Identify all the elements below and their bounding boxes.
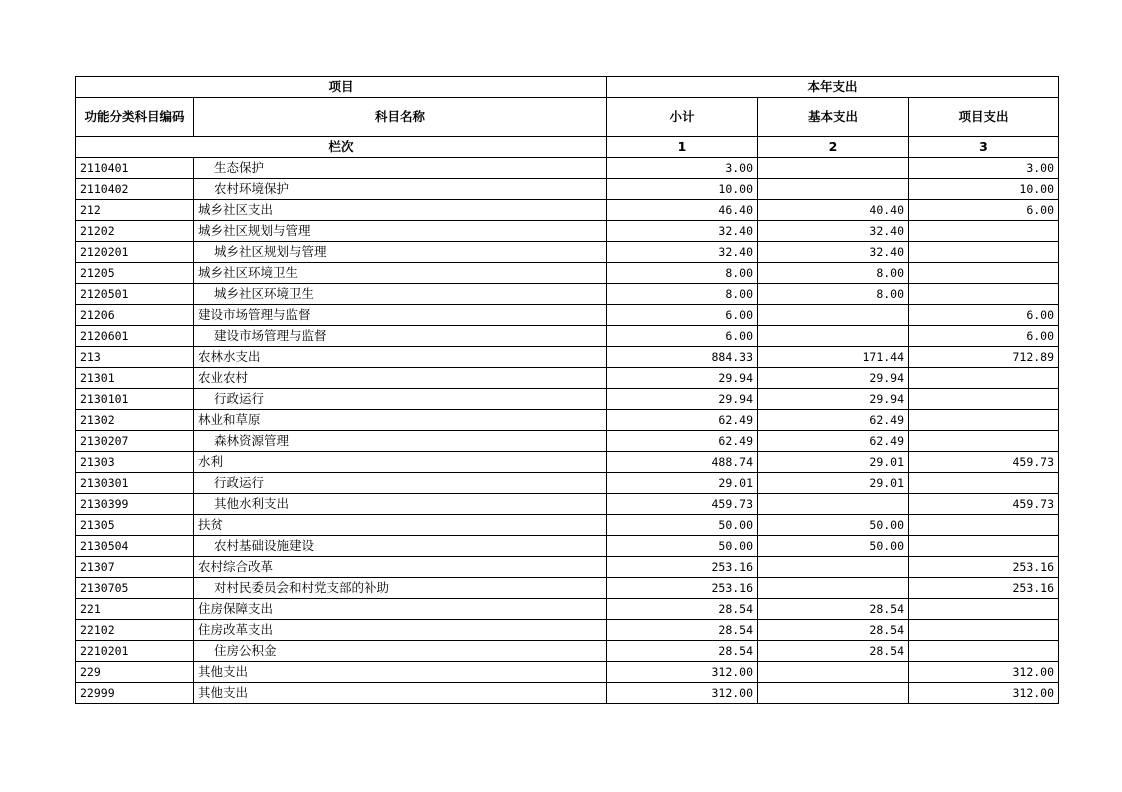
row-project [909,641,1059,662]
row-name: 农业农村 [194,368,607,389]
table-row [76,662,1059,683]
row-basic [758,494,909,515]
row-subtotal: 8.00 [607,284,758,305]
row-project: 6.00 [909,326,1059,347]
row-project: 10.00 [909,179,1059,200]
table-row [76,326,1059,347]
row-name: 行政运行 [194,473,607,494]
row-subtotal: 3.00 [607,158,758,179]
row-code: 221 [76,599,194,620]
row-name: 城乡社区规划与管理 [194,242,607,263]
row-code: 21205 [76,263,194,284]
row-project [909,263,1059,284]
row-name: 城乡社区环境卫生 [194,284,607,305]
header-index-1: 1 [607,137,758,158]
table-row [76,410,1059,431]
row-name: 住房改革支出 [194,620,607,641]
row-name: 农村综合改革 [194,557,607,578]
table-row [76,263,1059,284]
table-row [76,389,1059,410]
row-name: 农林水支出 [194,347,607,368]
row-subtotal: 29.94 [607,368,758,389]
row-basic: 32.40 [758,242,909,263]
header-index-3: 3 [909,137,1059,158]
row-subtotal: 62.49 [607,431,758,452]
table-row [76,452,1059,473]
row-code: 21302 [76,410,194,431]
row-project [909,473,1059,494]
row-project: 3.00 [909,158,1059,179]
row-project: 253.16 [909,578,1059,599]
table-row [76,515,1059,536]
row-name: 扶贫 [194,515,607,536]
row-basic: 62.49 [758,431,909,452]
row-basic [758,326,909,347]
row-subtotal: 6.00 [607,326,758,347]
row-code: 2110402 [76,179,194,200]
table-body [76,158,1059,704]
row-code: 2210201 [76,641,194,662]
row-project: 459.73 [909,452,1059,473]
row-subtotal: 6.00 [607,305,758,326]
row-name: 其他水利支出 [194,494,607,515]
table-row [76,683,1059,704]
row-subtotal: 46.40 [607,200,758,221]
row-basic: 28.54 [758,599,909,620]
row-code: 229 [76,662,194,683]
row-subtotal: 28.54 [607,599,758,620]
table-row [76,242,1059,263]
header-code: 功能分类科目编码 [76,98,194,137]
table-row [76,305,1059,326]
row-code: 21305 [76,515,194,536]
row-basic: 29.94 [758,389,909,410]
row-subtotal: 312.00 [607,683,758,704]
row-basic: 50.00 [758,536,909,557]
row-project [909,620,1059,641]
table-row [76,431,1059,452]
row-code: 21206 [76,305,194,326]
row-subtotal: 488.74 [607,452,758,473]
table-row [76,158,1059,179]
row-project: 312.00 [909,662,1059,683]
table-row [76,578,1059,599]
row-name: 建设市场管理与监督 [194,305,607,326]
row-project [909,599,1059,620]
row-code: 2130504 [76,536,194,557]
row-basic: 62.49 [758,410,909,431]
row-name: 生态保护 [194,158,607,179]
row-subtotal: 32.40 [607,221,758,242]
row-name: 农村环境保护 [194,179,607,200]
row-project [909,515,1059,536]
row-basic: 29.01 [758,452,909,473]
row-name: 城乡社区规划与管理 [194,221,607,242]
row-subtotal: 8.00 [607,263,758,284]
table-row [76,641,1059,662]
row-basic: 8.00 [758,284,909,305]
row-code: 212 [76,200,194,221]
row-project: 253.16 [909,557,1059,578]
row-name: 行政运行 [194,389,607,410]
row-project: 459.73 [909,494,1059,515]
row-basic: 29.01 [758,473,909,494]
row-basic [758,662,909,683]
row-code: 2120601 [76,326,194,347]
row-name: 其他支出 [194,683,607,704]
row-project: 6.00 [909,305,1059,326]
row-basic: 40.40 [758,200,909,221]
header-index-2: 2 [758,137,909,158]
row-name: 农村基础设施建设 [194,536,607,557]
table-row [76,368,1059,389]
row-basic: 32.40 [758,221,909,242]
row-basic [758,179,909,200]
row-project: 6.00 [909,200,1059,221]
row-code: 22102 [76,620,194,641]
table-row [76,221,1059,242]
row-code: 2130101 [76,389,194,410]
row-name: 住房保障支出 [194,599,607,620]
table-row [76,536,1059,557]
row-name: 其他支出 [194,662,607,683]
row-subtotal: 50.00 [607,536,758,557]
row-subtotal: 253.16 [607,557,758,578]
row-name: 森林资源管理 [194,431,607,452]
header-subtotal: 小计 [607,98,758,137]
row-code: 21303 [76,452,194,473]
row-project [909,368,1059,389]
row-basic: 28.54 [758,620,909,641]
row-project [909,431,1059,452]
row-project [909,221,1059,242]
row-basic [758,683,909,704]
table-row [76,620,1059,641]
row-basic [758,578,909,599]
header-current-year: 本年支出 [607,77,1059,98]
row-name: 建设市场管理与监督 [194,326,607,347]
row-name: 城乡社区环境卫生 [194,263,607,284]
row-subtotal: 50.00 [607,515,758,536]
table-row [76,347,1059,368]
row-basic [758,158,909,179]
header-project-expense: 项目支出 [909,98,1059,137]
row-project [909,284,1059,305]
table-row [76,599,1059,620]
row-subtotal: 29.94 [607,389,758,410]
row-subtotal: 28.54 [607,620,758,641]
row-code: 21202 [76,221,194,242]
table-row [76,473,1059,494]
row-subtotal: 884.33 [607,347,758,368]
row-project: 712.89 [909,347,1059,368]
row-name: 水利 [194,452,607,473]
row-code: 213 [76,347,194,368]
row-name: 住房公积金 [194,641,607,662]
row-project [909,536,1059,557]
row-basic [758,305,909,326]
row-code: 2130207 [76,431,194,452]
row-subtotal: 459.73 [607,494,758,515]
row-project [909,410,1059,431]
row-code: 21301 [76,368,194,389]
row-code: 21307 [76,557,194,578]
row-project [909,389,1059,410]
header-project: 项目 [76,77,607,98]
expenditure-table [75,76,1059,704]
row-subtotal: 32.40 [607,242,758,263]
table-row [76,284,1059,305]
table-row [76,200,1059,221]
row-basic: 171.44 [758,347,909,368]
row-project: 312.00 [909,683,1059,704]
row-project [909,242,1059,263]
row-subtotal: 29.01 [607,473,758,494]
row-code: 2130705 [76,578,194,599]
row-code: 2110401 [76,158,194,179]
row-basic: 50.00 [758,515,909,536]
row-code: 2130301 [76,473,194,494]
header-basic: 基本支出 [758,98,909,137]
table-row [76,557,1059,578]
header-column-index: 栏次 [76,137,607,158]
table-row [76,494,1059,515]
row-basic [758,557,909,578]
row-name: 对村民委员会和村党支部的补助 [194,578,607,599]
row-basic: 28.54 [758,641,909,662]
table-row [76,179,1059,200]
row-code: 2120501 [76,284,194,305]
row-subtotal: 28.54 [607,641,758,662]
row-code: 2120201 [76,242,194,263]
row-basic: 29.94 [758,368,909,389]
header-name: 科目名称 [194,98,607,137]
row-subtotal: 62.49 [607,410,758,431]
row-subtotal: 312.00 [607,662,758,683]
row-name: 林业和草原 [194,410,607,431]
row-subtotal: 253.16 [607,578,758,599]
row-name: 城乡社区支出 [194,200,607,221]
row-code: 2130399 [76,494,194,515]
row-code: 22999 [76,683,194,704]
row-basic: 8.00 [758,263,909,284]
row-subtotal: 10.00 [607,179,758,200]
